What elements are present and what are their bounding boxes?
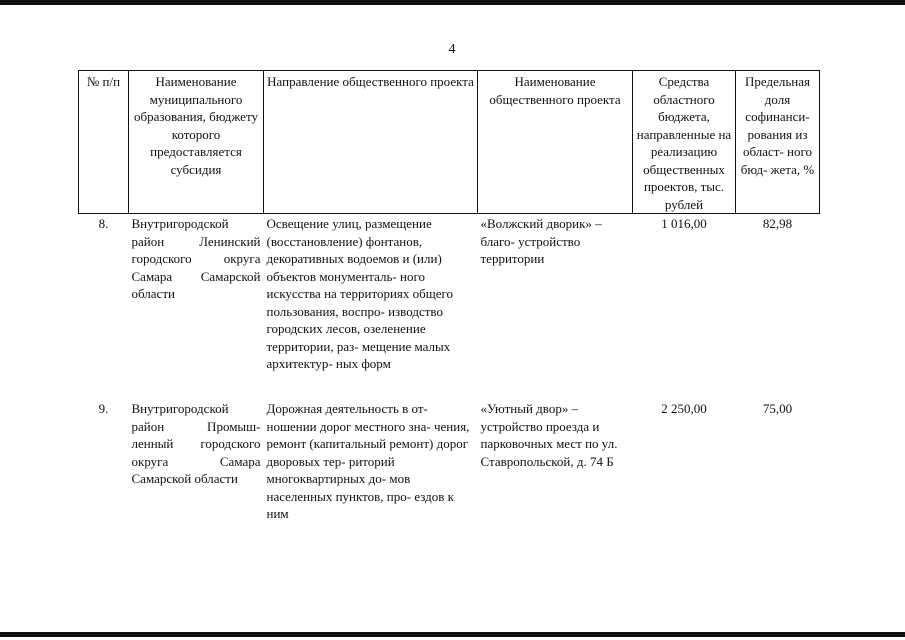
header-direction: Направление общественного проекта	[264, 71, 478, 214]
row-direction: Освещение улиц, размещение (восстановление) фонтанов, декоративных водоемов и (или) объектов монументаль- ного искусства на территориях общего пользования, воспро- изводство городских лесов, озеленение территории, раз- мещение малых архитектур- ных форм	[266, 216, 454, 371]
header-municipality: Наименование муниципального образования, бюджету которого предоставляется субсидия	[129, 71, 264, 214]
row-municipality: Внутригородской район Промыш- ленный городского округа Самара Самарской области	[131, 401, 261, 486]
header-funds: Средства областного бюджета, направленные на реализацию общественных проектов, тыс. рублей	[633, 71, 736, 214]
row-share: 75,00	[762, 401, 793, 416]
row-funds: 2 250,00	[661, 401, 707, 416]
top-border-line	[0, 0, 905, 5]
header-number: № п/п	[79, 71, 129, 214]
header-share: Предельная доля софинанси- рования из област- ного бюд- жета, %	[736, 71, 820, 214]
table-header-row	[79, 71, 820, 214]
subsidy-table	[78, 70, 820, 523]
row-number: 8.	[98, 216, 109, 231]
row-municipality: Внутригородской район Ленинский городского округа Самара Самарской области	[131, 216, 261, 301]
bottom-border-line	[0, 632, 905, 637]
row-project: «Волжский дворик» – благо- устройство территории	[480, 216, 602, 266]
table-row	[79, 388, 820, 523]
row-share: 82,98	[762, 216, 793, 231]
row-direction: Дорожная деятельность в от- ношении дорог местного зна- чения, ремонт (капитальный ремонт) дорог дворовых тер- риторий многоквартирных до- мов населенных пунктов, про- ездов к ним	[266, 401, 470, 521]
row-funds: 1 016,00	[661, 216, 707, 231]
row-number: 9.	[98, 401, 109, 416]
header-project: Наименование общественного проекта	[478, 71, 633, 214]
table-row	[79, 214, 820, 389]
row-project: «Уютный двор» – устройство проезда и парковочных мест по ул. Ставропольской, д. 74 Б	[480, 401, 618, 469]
page-number: 4	[448, 42, 456, 57]
